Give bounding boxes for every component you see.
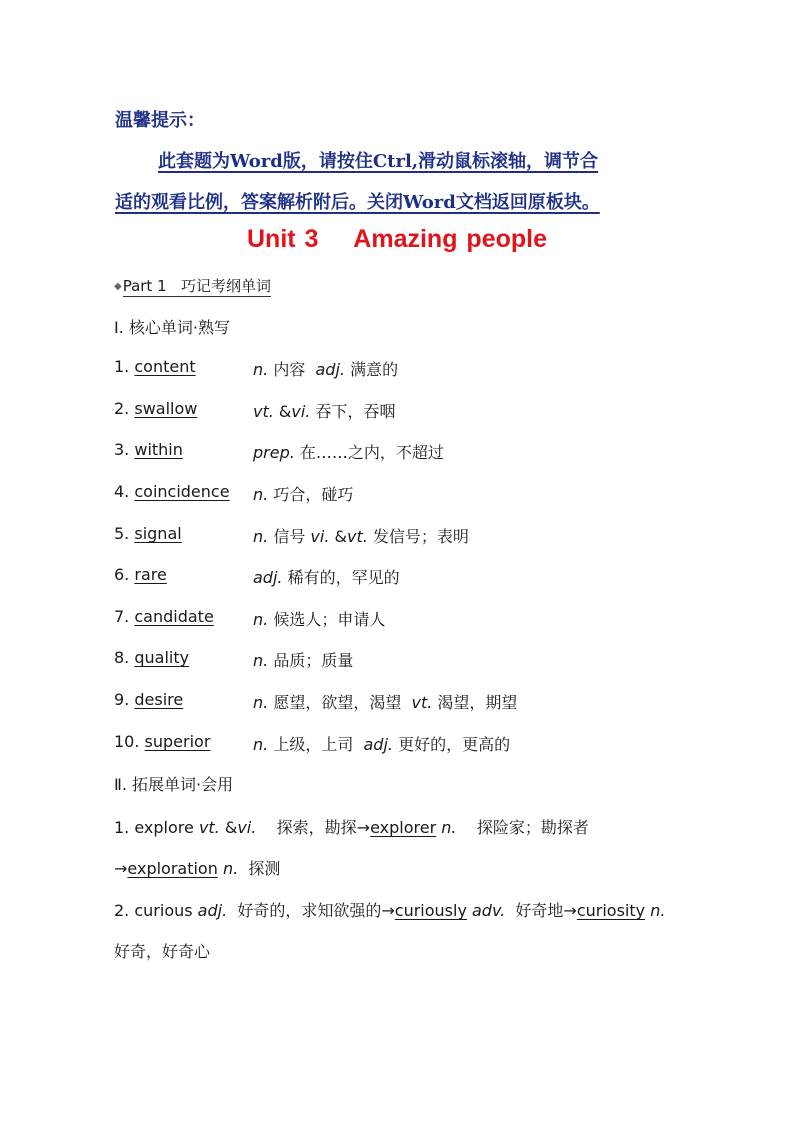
part-of-speech: prep. [253,443,295,462]
meaning-text: 渴望，期望 [432,693,518,712]
meaning-text: 品质；质量 [268,651,354,670]
tip-title: 温馨提示： [115,110,205,131]
extended-text: 好奇地→ [505,901,577,920]
part-of-speech: vi. [291,402,311,421]
vocab-word: desire [134,690,184,709]
word-meaning [253,482,353,505]
word-row [114,482,674,506]
meaning-text: 上级，上司 [268,735,364,754]
part-label: Part 1 [122,277,167,295]
part-of-speech: n. [441,818,457,837]
unit-title [0,225,794,254]
word-number: 2. [114,399,135,418]
extended-text: 好奇的，求知欲强的→ [227,901,395,920]
tip-line-1: 此套题为Word版，请按住Ctrl,滑动鼠标滚轴，调节合 [158,151,599,172]
part-of-speech: vt. [198,818,220,837]
word-meaning [253,732,510,755]
tip-line-2: 适的观看比例，答案解析附后。关闭Word文档返回原板块。 [115,192,600,213]
word-number: 10. [114,732,145,751]
section-heading-core-words: Ⅰ. 核心单词·熟写 [114,318,230,337]
word-meaning [253,524,469,547]
vocab-word: signal [134,524,182,543]
part-of-speech: vt. [346,527,368,546]
word-number: 6. [114,565,135,584]
vocab-word: swallow [134,399,198,418]
word-number: 9. [114,690,135,709]
extended-text: & [219,818,238,837]
vocab-word: quality [134,648,190,667]
part-title: 巧记考纲单词 [180,277,271,295]
meaning-text: 内容 [268,360,316,379]
extended-text: → [114,859,128,878]
meaning-text: 稀有的，罕见的 [282,568,400,587]
extended-line [114,939,210,962]
derived-word: curiosity [576,901,646,920]
part-of-speech: adj. [363,735,393,754]
word-row [114,648,674,672]
meaning-text: 更好的，更高的 [393,735,511,754]
word-number: 5. [114,524,135,543]
part-of-speech: vt. [253,402,274,421]
meaning-text: 愿望，欲望，渴望 [268,693,412,712]
part-of-speech: n. [253,735,269,754]
meaning-text: 巧合，碰巧 [268,485,354,504]
word-number: 7. [114,607,135,626]
meaning-text: 在……之内，不超过 [294,443,444,462]
meaning-text: & [329,527,347,546]
vocab-word: coincidence [134,482,230,501]
part-of-speech: n. [253,693,269,712]
part-of-speech: adv. [472,901,506,920]
diamond-icon: ◆ [114,281,122,292]
derived-word: curiously [394,901,467,920]
word-number: 4. [114,482,135,501]
word-number: 3. [114,440,135,459]
extended-text: 2. curious [114,901,198,920]
part-of-speech: adj. [197,901,228,920]
section-heading-extended-words: Ⅱ. 拓展单词·会用 [114,775,234,794]
part-of-speech: n. [650,901,666,920]
part-of-speech: n. [253,360,269,379]
unit-title-text: Unit 3 Amazing people [247,225,547,253]
word-row [114,524,674,548]
extended-text: 好奇，好奇心 [114,942,211,961]
part-heading [114,275,271,296]
word-meaning [253,607,385,630]
meaning-text: & [273,402,292,421]
part-of-speech: adj. [253,568,283,587]
word-row [114,440,674,464]
part-of-speech: vi. [237,818,257,837]
word-row [114,732,674,756]
part-of-speech: n. [253,610,269,629]
meaning-text: 吞下，吞咽 [310,402,396,421]
part-of-speech: vt. [411,693,433,712]
extended-text: 探险家；勘探者 [456,818,589,837]
meaning-text: 候选人；申请人 [268,610,386,629]
word-row [114,399,674,423]
part-of-speech: n. [253,527,269,546]
word-meaning [253,648,353,671]
vocab-word: superior [144,732,211,751]
meaning-text: 满意的 [345,360,399,379]
word-number: 1. [114,357,135,376]
word-meaning [253,565,400,588]
extended-text: 1. explore [114,818,199,837]
word-row [114,607,674,631]
word-row [114,690,674,714]
part-of-speech: n. [253,651,269,670]
vocab-word: content [134,357,196,376]
word-meaning [253,440,444,463]
extended-line [114,898,665,921]
extended-line [114,815,589,838]
word-meaning [253,399,395,422]
vocab-word: within [134,440,183,459]
meaning-text: 发信号；表明 [367,527,469,546]
word-number: 8. [114,648,135,667]
word-row [114,565,674,589]
word-row [114,357,674,381]
derived-word: explorer [370,818,437,837]
part-of-speech: vi. [310,527,330,546]
extended-line [114,856,280,879]
meaning-text: 信号 [268,527,311,546]
part-of-speech: n. [222,859,239,878]
extended-text: 探测 [238,859,281,878]
part-of-speech: adj. [315,360,345,379]
word-meaning [253,690,517,713]
extended-text: 探索，勘探→ [256,818,371,837]
part-of-speech: n. [253,485,269,504]
vocab-word: candidate [134,607,214,626]
word-meaning [253,357,398,380]
derived-word: exploration [127,859,218,878]
part-label-group [123,277,271,297]
vocab-word: rare [134,565,167,584]
